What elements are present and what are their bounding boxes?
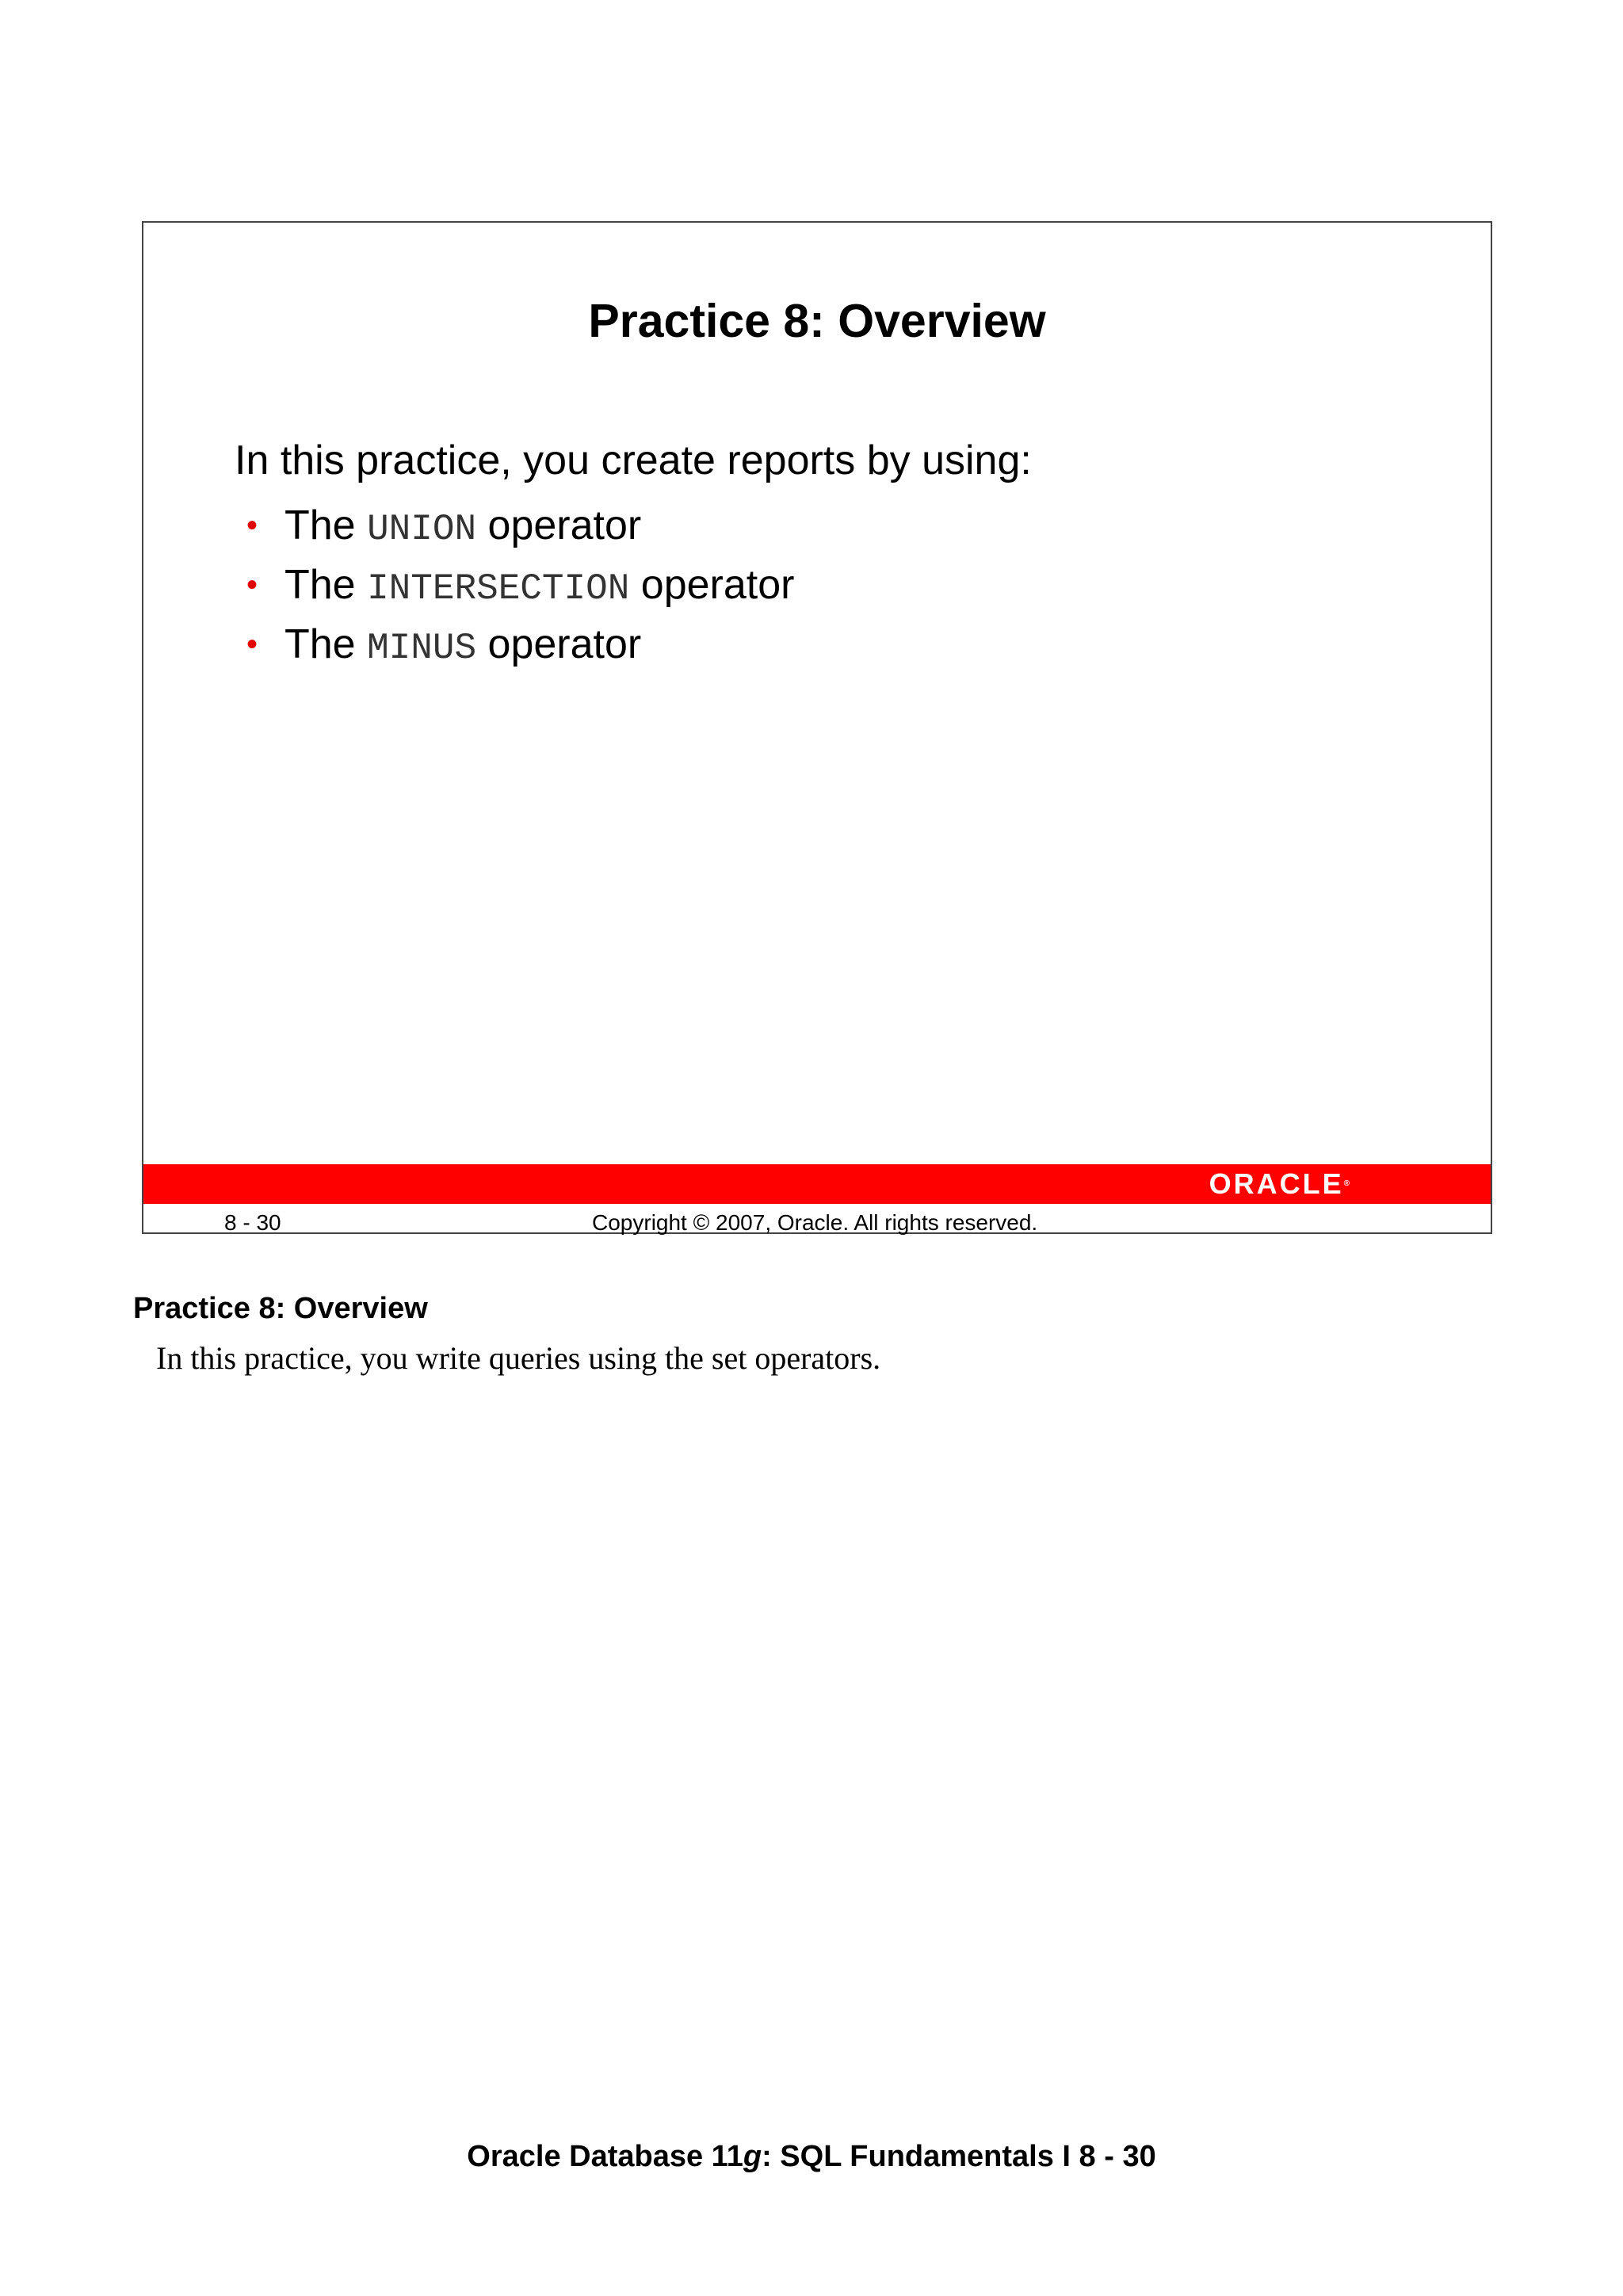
bullet-prefix: The (285, 502, 368, 548)
list-item (246, 615, 794, 674)
bullet-prefix: The (285, 621, 368, 667)
slide-footer (143, 1204, 1491, 1234)
page-footer-suffix: : SQL Fundamentals I 8 - 30 (762, 2140, 1156, 2173)
notes-body: In this practice, you write queries using the set operators. (156, 1340, 881, 1376)
bullet-code: INTERSECTION (367, 568, 630, 609)
bullet-suffix: operator (476, 621, 642, 667)
slide-title: Practice 8: Overview (588, 295, 1046, 347)
page-footer (0, 2140, 1623, 2174)
copyright-text: Copyright © 2007, Oracle. All rights reserved. (592, 1210, 1038, 1235)
slide-intro: In this practice, you create reports by using: (235, 437, 1032, 483)
bullet-suffix: operator (476, 502, 642, 548)
bullet-icon: • (246, 567, 258, 602)
bullet-prefix: The (285, 562, 368, 608)
list-item (246, 556, 794, 615)
bullet-code: MINUS (367, 628, 477, 669)
trademark-icon: ® (1343, 1179, 1350, 1188)
bullet-suffix: operator (629, 562, 795, 608)
bullet-icon: • (246, 508, 258, 543)
oracle-logo-text: ORACLE (1209, 1167, 1344, 1200)
page-footer-italic: g (743, 2140, 762, 2173)
bullet-code: UNION (367, 509, 477, 550)
notes-title: Practice 8: Overview (133, 1292, 428, 1325)
list-item (246, 496, 794, 556)
bullet-icon: • (246, 627, 258, 662)
page-footer-prefix: Oracle Database 11 (467, 2140, 743, 2173)
slide-number: 8 - 30 (224, 1210, 281, 1235)
oracle-logo (1209, 1167, 1350, 1200)
oracle-red-bar (143, 1164, 1491, 1204)
slide-frame (142, 221, 1492, 1234)
bullet-list (246, 496, 794, 674)
